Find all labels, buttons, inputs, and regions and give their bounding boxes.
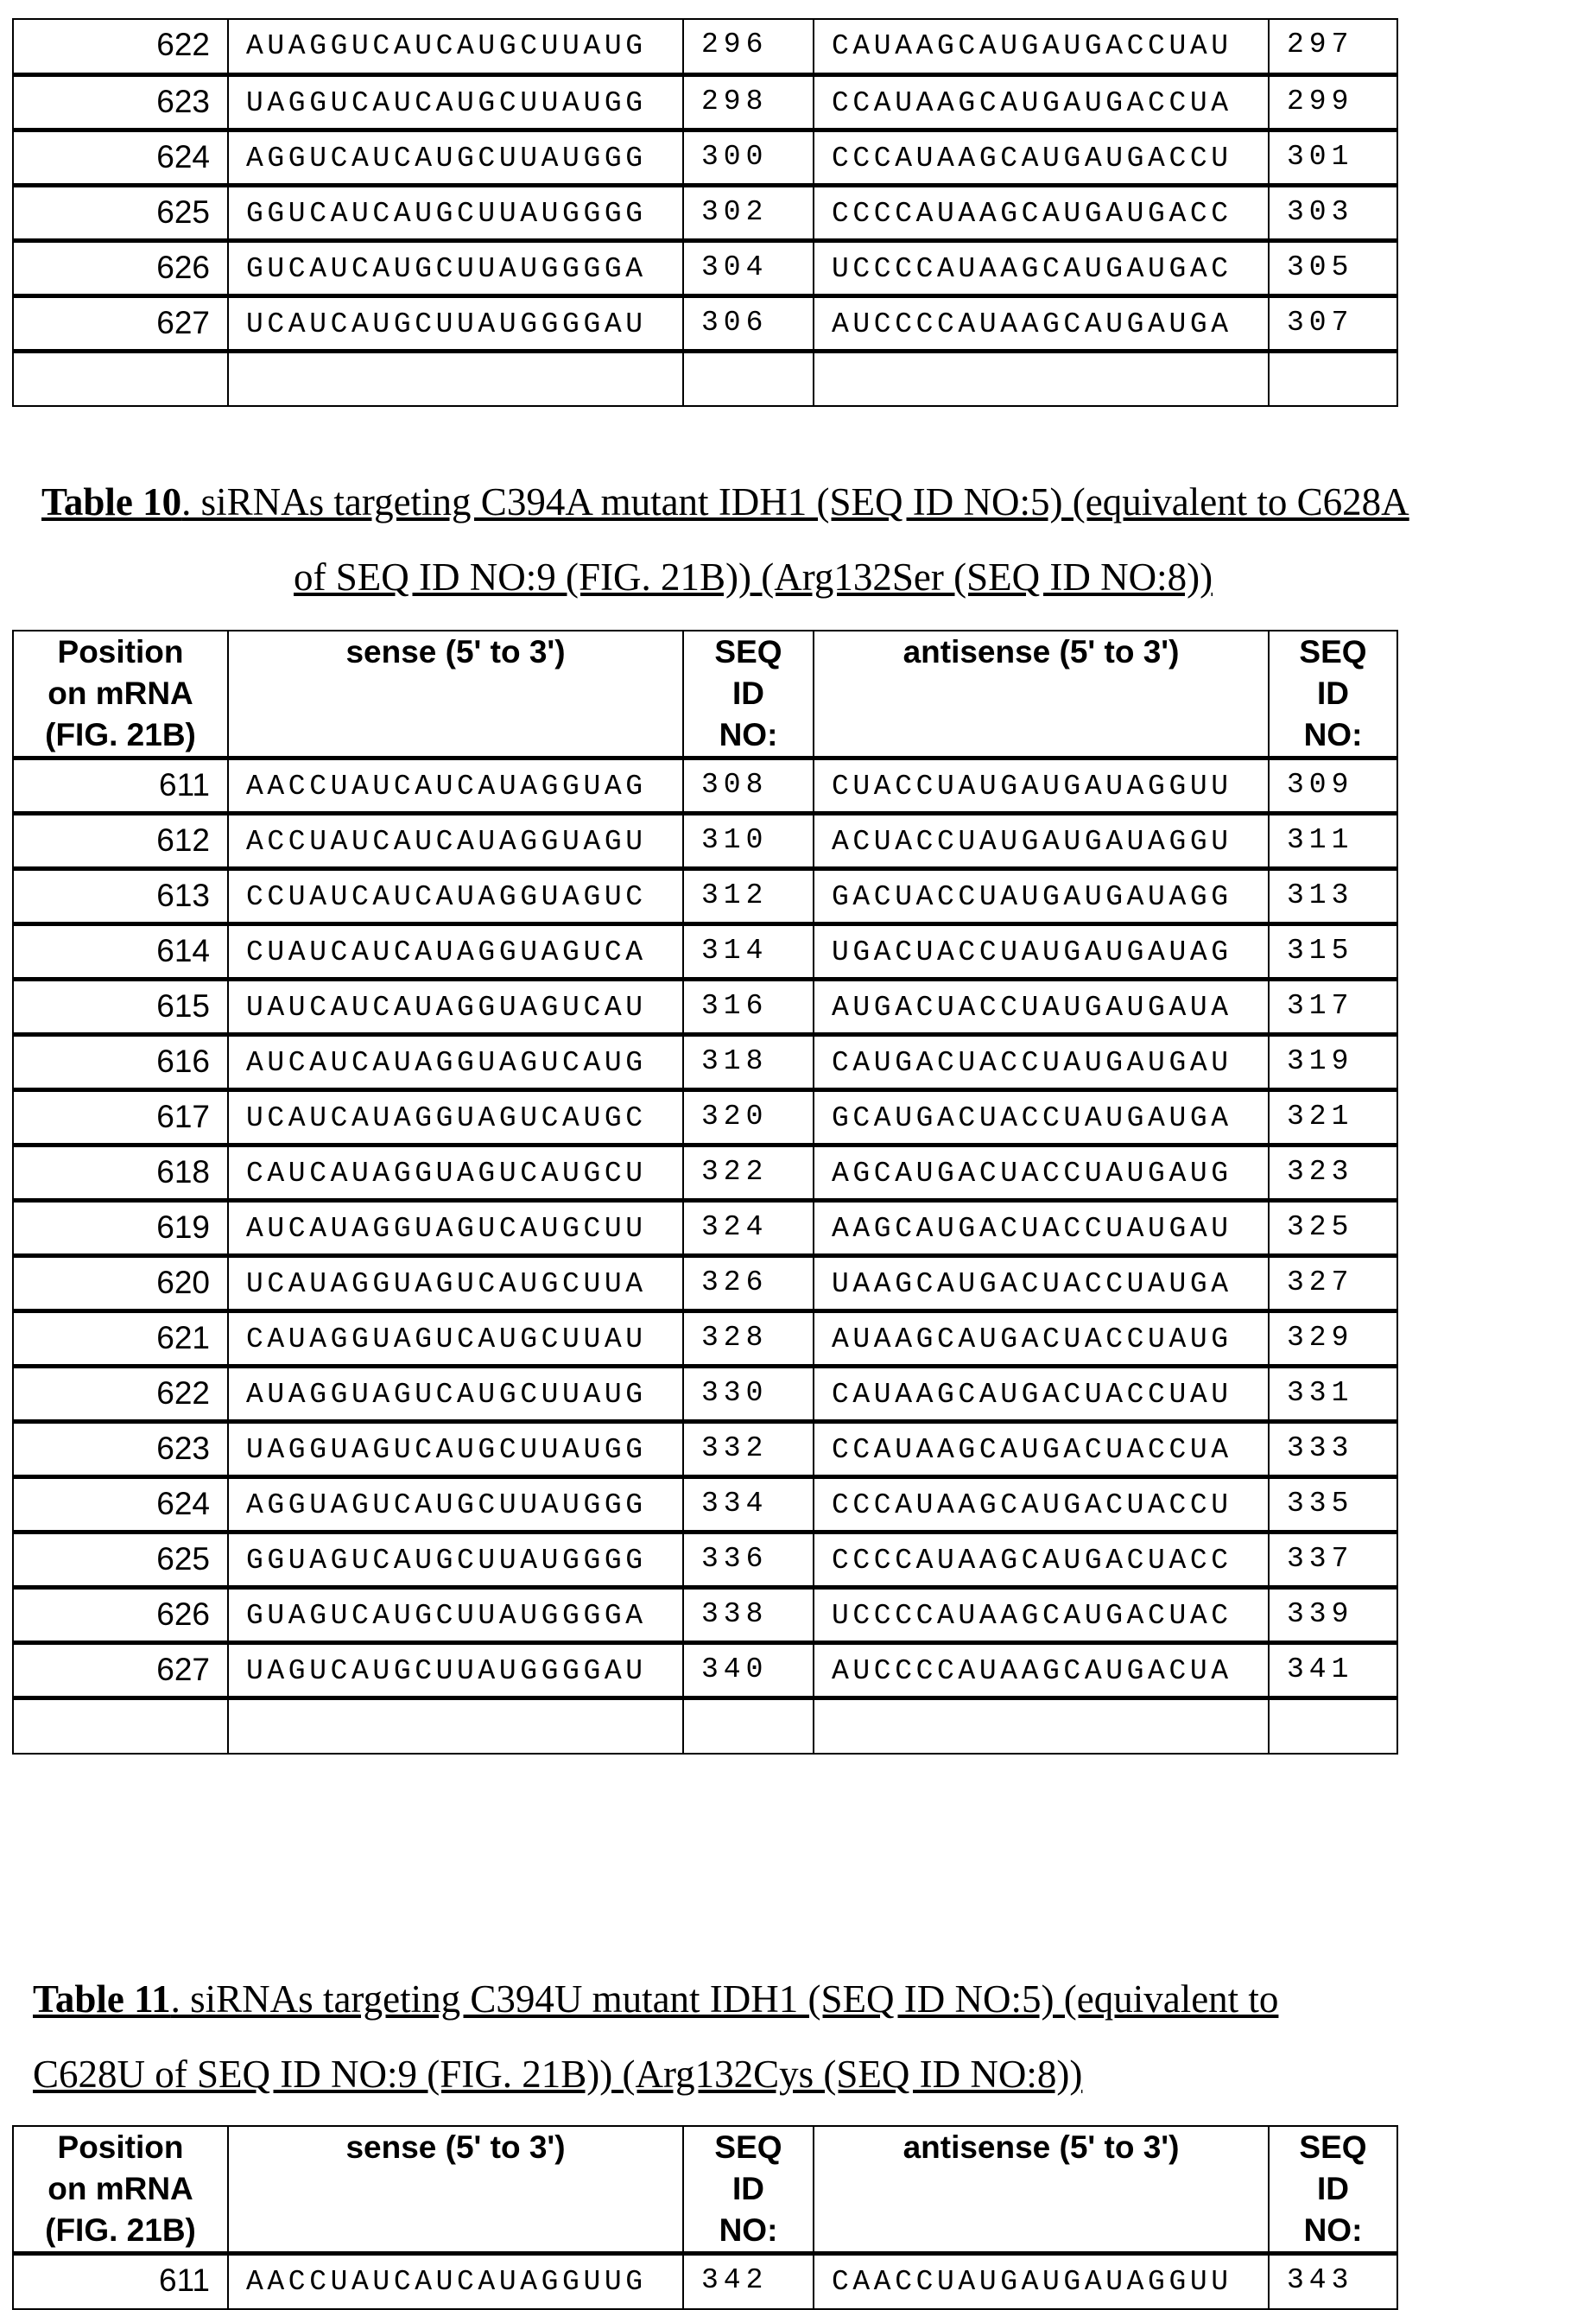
sense-seq-id: 338	[683, 1588, 814, 1643]
sense-sequence: AGGUAGUCAUGCUUAUGGG	[228, 1477, 683, 1533]
sense-seq-id: 334	[683, 1477, 814, 1533]
position-cell: 624	[13, 130, 228, 185]
antisense-sequence	[814, 1698, 1269, 1754]
header-sense: sense (5' to 3')	[228, 631, 683, 758]
header-line: SEQ	[684, 2127, 813, 2168]
sense-seq-id	[683, 1698, 814, 1754]
header-position	[13, 631, 228, 758]
antisense-sequence: AGCAUGACUACCUAUGAUG	[814, 1145, 1269, 1201]
sense-seq-id: 326	[683, 1256, 814, 1311]
sense-sequence: AUAGGUAGUCAUGCUUAUG	[228, 1367, 683, 1422]
sense-seq-id: 304	[683, 240, 814, 295]
sense-sequence: ACCUAUCAUCAUAGGUAGU	[228, 814, 683, 869]
antisense-sequence: UAAGCAUGACUACCUAUGA	[814, 1256, 1269, 1311]
antisense-seq-id: 325	[1269, 1201, 1397, 1256]
position-cell: 623	[13, 74, 228, 130]
antisense-seq-id: 343	[1269, 2254, 1397, 2309]
position-cell: 626	[13, 240, 228, 295]
sense-sequence: CAUCAUAGGUAGUCAUGCU	[228, 1145, 683, 1201]
position-cell: 627	[13, 295, 228, 351]
table-row	[13, 1367, 1397, 1422]
antisense-seq-id: 313	[1269, 869, 1397, 924]
table-row	[13, 1477, 1397, 1533]
antisense-sequence: CCAUAAGCAUGACUACCUA	[814, 1422, 1269, 1477]
sense-sequence: UAGGUAGUCAUGCUUAUGG	[228, 1422, 683, 1477]
antisense-seq-id	[1269, 351, 1397, 406]
antisense-sequence: CAACCUAUGAUGAUAGGUU	[814, 2254, 1269, 2309]
sense-sequence: GGUCAUCAUGCUUAUGGGG	[228, 185, 683, 240]
header-line: SEQ	[1270, 631, 1396, 673]
sense-sequence: CAUAGGUAGUCAUGCUUAU	[228, 1311, 683, 1367]
header-antisense: antisense (5' to 3')	[814, 631, 1269, 758]
table-11-label: Table 11	[33, 1977, 171, 2021]
sense-sequence: AUCAUAGGUAGUCAUGCUU	[228, 1201, 683, 1256]
header-line: ID	[684, 673, 813, 714]
header-line: NO:	[1270, 714, 1396, 756]
table-row	[13, 814, 1397, 869]
position-cell: 625	[13, 1533, 228, 1588]
antisense-sequence: CAUAAGCAUGACUACCUAU	[814, 1367, 1269, 1422]
header-line: NO:	[684, 2210, 813, 2251]
table-row	[13, 19, 1397, 74]
header-line: NO:	[684, 714, 813, 756]
antisense-sequence	[814, 351, 1269, 406]
table-row	[13, 351, 1397, 406]
sense-seq-id: 320	[683, 1090, 814, 1145]
table-row	[13, 924, 1397, 980]
header-line: ID	[684, 2168, 813, 2210]
sense-sequence: AUCAUCAUAGGUAGUCAUG	[228, 1035, 683, 1090]
header-line: SEQ	[1270, 2127, 1396, 2168]
antisense-sequence: CAUAAGCAUGAUGACCUAU	[814, 19, 1269, 74]
header-seq-id	[1269, 631, 1397, 758]
header-line: NO:	[1270, 2210, 1396, 2251]
sense-sequence: UAGUCAUGCUUAUGGGGAU	[228, 1643, 683, 1698]
sense-sequence: GUCAUCAUGCUUAUGGGGA	[228, 240, 683, 295]
sense-sequence: CCUAUCAUCAUAGGUAGUC	[228, 869, 683, 924]
sense-seq-id: 312	[683, 869, 814, 924]
table-10-title-line1: . siRNAs targeting C394A mutant IDH1 (SEQ ID NO:5) (equivalent to C628A	[181, 480, 1409, 524]
position-cell: 626	[13, 1588, 228, 1643]
table-11-title-line1: . siRNAs targeting C394U mutant IDH1 (SEQ ID NO:5) (equivalent to	[171, 1977, 1279, 2021]
position-cell: 624	[13, 1477, 228, 1533]
antisense-seq-id: 339	[1269, 1588, 1397, 1643]
sense-seq-id: 342	[683, 2254, 814, 2309]
header-antisense: antisense (5' to 3')	[814, 2126, 1269, 2254]
sense-seq-id: 332	[683, 1422, 814, 1477]
sense-seq-id: 296	[683, 19, 814, 74]
sense-seq-id: 318	[683, 1035, 814, 1090]
antisense-sequence: CUACCUAUGAUGAUAGGUU	[814, 758, 1269, 814]
table-row	[13, 74, 1397, 130]
antisense-seq-id: 311	[1269, 814, 1397, 869]
header-line: on mRNA	[14, 673, 227, 714]
antisense-seq-id: 305	[1269, 240, 1397, 295]
position-cell: 625	[13, 185, 228, 240]
table-row	[13, 2254, 1397, 2309]
sense-seq-id: 310	[683, 814, 814, 869]
position-cell: 615	[13, 980, 228, 1035]
header-sense: sense (5' to 3')	[228, 2126, 683, 2254]
sense-seq-id: 322	[683, 1145, 814, 1201]
position-cell	[13, 1698, 228, 1754]
sense-sequence: UCAUCAUAGGUAGUCAUGC	[228, 1090, 683, 1145]
header-line: SEQ	[684, 631, 813, 673]
header-line: ID	[1270, 2168, 1396, 2210]
position-cell: 622	[13, 1367, 228, 1422]
antisense-seq-id: 317	[1269, 980, 1397, 1035]
table-10-title	[41, 479, 1409, 524]
antisense-seq-id: 315	[1269, 924, 1397, 980]
table-row	[13, 1643, 1397, 1698]
table-10-label: Table 10	[41, 480, 181, 524]
sense-seq-id: 336	[683, 1533, 814, 1588]
position-cell: 621	[13, 1311, 228, 1367]
antisense-sequence: ACUACCUAUGAUGAUAGGU	[814, 814, 1269, 869]
sense-seq-id: 340	[683, 1643, 814, 1698]
sense-sequence: UAGGUCAUCAUGCUUAUGG	[228, 74, 683, 130]
position-cell: 618	[13, 1145, 228, 1201]
sense-sequence: AACCUAUCAUCAUAGGUUG	[228, 2254, 683, 2309]
antisense-seq-id: 297	[1269, 19, 1397, 74]
table-row	[13, 1533, 1397, 1588]
antisense-seq-id: 309	[1269, 758, 1397, 814]
table-row	[13, 1588, 1397, 1643]
position-cell: 611	[13, 758, 228, 814]
sense-seq-id: 308	[683, 758, 814, 814]
table-row	[13, 758, 1397, 814]
sense-sequence: AUAGGUCAUCAUGCUUAUG	[228, 19, 683, 74]
sense-sequence	[228, 351, 683, 406]
antisense-seq-id: 333	[1269, 1422, 1397, 1477]
table-row	[13, 1422, 1397, 1477]
antisense-sequence: CCCAUAAGCAUGAUGACCU	[814, 130, 1269, 185]
sense-sequence: UCAUAGGUAGUCAUGCUUA	[228, 1256, 683, 1311]
table-row	[13, 1256, 1397, 1311]
position-cell: 620	[13, 1256, 228, 1311]
antisense-sequence: CCCCAUAAGCAUGAUGACC	[814, 185, 1269, 240]
position-cell: 617	[13, 1090, 228, 1145]
antisense-seq-id	[1269, 1698, 1397, 1754]
antisense-sequence: GCAUGACUACCUAUGAUGA	[814, 1090, 1269, 1145]
table-row	[13, 1311, 1397, 1367]
antisense-sequence: AUCCCCAUAAGCAUGAUGA	[814, 295, 1269, 351]
header-line: (FIG. 21B)	[14, 2210, 227, 2251]
sense-sequence: UCAUCAUGCUUAUGGGGAU	[228, 295, 683, 351]
antisense-seq-id: 323	[1269, 1145, 1397, 1201]
antisense-sequence: CCAUAAGCAUGAUGACCUA	[814, 74, 1269, 130]
sense-seq-id: 316	[683, 980, 814, 1035]
position-cell: 613	[13, 869, 228, 924]
antisense-sequence: UGACUACCUAUGAUGAUAG	[814, 924, 1269, 980]
table-11	[12, 2125, 1398, 2310]
position-cell: 623	[13, 1422, 228, 1477]
header-line: (FIG. 21B)	[14, 714, 227, 756]
sense-sequence: AACCUAUCAUCAUAGGUAG	[228, 758, 683, 814]
table-row	[13, 980, 1397, 1035]
header-seq-id	[1269, 2126, 1397, 2254]
table-row	[13, 1035, 1397, 1090]
table-11-title-line2: C628U of SEQ ID NO:9 (FIG. 21B)) (Arg132Cys (SEQ ID NO:8))	[33, 2052, 1082, 2097]
sense-sequence	[228, 1698, 683, 1754]
table-row	[13, 1201, 1397, 1256]
position-cell: 614	[13, 924, 228, 980]
sense-seq-id: 306	[683, 295, 814, 351]
table-row	[13, 295, 1397, 351]
header-seq-id	[683, 631, 814, 758]
sense-seq-id: 300	[683, 130, 814, 185]
table-10-title-line2: of SEQ ID NO:9 (FIG. 21B)) (Arg132Ser (SEQ ID NO:8))	[294, 555, 1213, 600]
position-cell: 627	[13, 1643, 228, 1698]
table-row	[13, 185, 1397, 240]
sense-seq-id: 328	[683, 1311, 814, 1367]
header-position	[13, 2126, 228, 2254]
antisense-sequence: AUCCCCAUAAGCAUGACUA	[814, 1643, 1269, 1698]
table-11-title	[33, 1977, 1278, 2021]
antisense-seq-id: 335	[1269, 1477, 1397, 1533]
antisense-seq-id: 301	[1269, 130, 1397, 185]
antisense-seq-id: 337	[1269, 1533, 1397, 1588]
antisense-seq-id: 321	[1269, 1090, 1397, 1145]
position-cell: 622	[13, 19, 228, 74]
sense-sequence: GGUAGUCAUGCUUAUGGGG	[228, 1533, 683, 1588]
antisense-sequence: UCCCCAUAAGCAUGAUGAC	[814, 240, 1269, 295]
table-10	[12, 630, 1398, 1755]
antisense-seq-id: 303	[1269, 185, 1397, 240]
header-line: Position	[14, 631, 227, 673]
antisense-seq-id: 307	[1269, 295, 1397, 351]
antisense-seq-id: 331	[1269, 1367, 1397, 1422]
antisense-sequence: AAGCAUGACUACCUAUGAU	[814, 1201, 1269, 1256]
position-cell: 616	[13, 1035, 228, 1090]
sense-seq-id: 330	[683, 1367, 814, 1422]
antisense-sequence: CCCAUAAGCAUGACUACCU	[814, 1477, 1269, 1533]
position-cell: 612	[13, 814, 228, 869]
sense-sequence: GUAGUCAUGCUUAUGGGGA	[228, 1588, 683, 1643]
position-cell: 611	[13, 2254, 228, 2309]
antisense-seq-id: 319	[1269, 1035, 1397, 1090]
table-row	[13, 1090, 1397, 1145]
position-cell: 619	[13, 1201, 228, 1256]
table-row	[13, 1145, 1397, 1201]
antisense-seq-id: 329	[1269, 1311, 1397, 1367]
header-seq-id	[683, 2126, 814, 2254]
antisense-seq-id: 299	[1269, 74, 1397, 130]
sense-seq-id	[683, 351, 814, 406]
table-row	[13, 1698, 1397, 1754]
antisense-sequence: AUAAGCAUGACUACCUAUG	[814, 1311, 1269, 1367]
antisense-sequence: AUGACUACCUAUGAUGAUA	[814, 980, 1269, 1035]
sense-sequence: AGGUCAUCAUGCUUAUGGG	[228, 130, 683, 185]
header-line: on mRNA	[14, 2168, 227, 2210]
antisense-seq-id: 327	[1269, 1256, 1397, 1311]
table-row	[13, 869, 1397, 924]
sense-seq-id: 302	[683, 185, 814, 240]
sense-seq-id: 324	[683, 1201, 814, 1256]
table-row	[13, 240, 1397, 295]
position-cell	[13, 351, 228, 406]
antisense-sequence: GACUACCUAUGAUGAUAGG	[814, 869, 1269, 924]
sense-sequence: UAUCAUCAUAGGUAGUCAU	[228, 980, 683, 1035]
sense-sequence: CUAUCAUCAUAGGUAGUCA	[228, 924, 683, 980]
antisense-sequence: UCCCCAUAAGCAUGACUAC	[814, 1588, 1269, 1643]
table-9-continuation	[12, 18, 1398, 407]
header-line: ID	[1270, 673, 1396, 714]
antisense-sequence: CAUGACUACCUAUGAUGAU	[814, 1035, 1269, 1090]
sense-seq-id: 314	[683, 924, 814, 980]
antisense-sequence: CCCCAUAAGCAUGACUACC	[814, 1533, 1269, 1588]
sense-seq-id: 298	[683, 74, 814, 130]
table-row	[13, 130, 1397, 185]
antisense-seq-id: 341	[1269, 1643, 1397, 1698]
header-line: Position	[14, 2127, 227, 2168]
